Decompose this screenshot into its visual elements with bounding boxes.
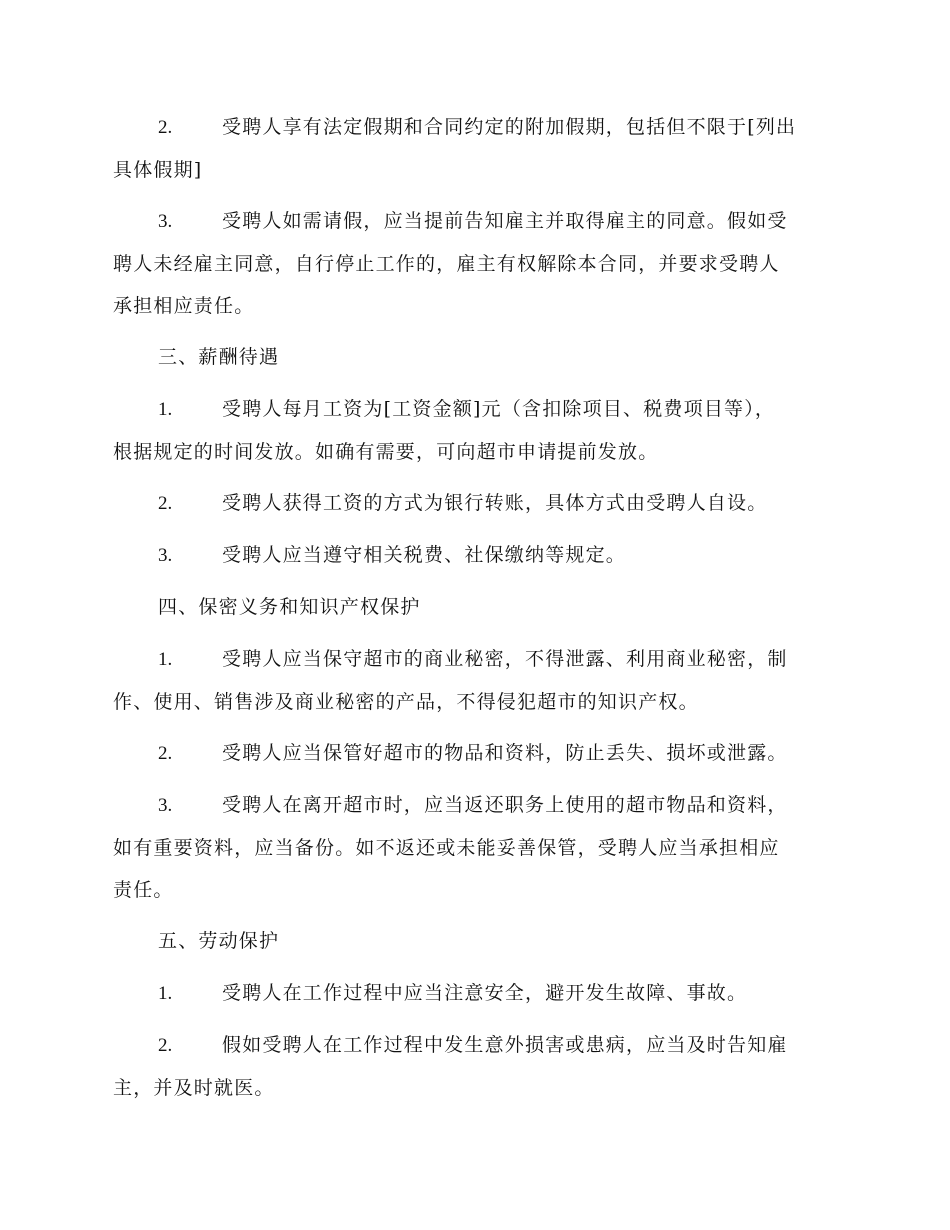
item-number: 2.	[158, 117, 173, 138]
paragraph-first-line	[113, 1034, 788, 1056]
paragraph-leave-3	[113, 200, 833, 327]
paragraph-confidentiality-2	[113, 732, 833, 775]
paragraph-first-line	[113, 544, 626, 566]
paragraph-text: 受聘人应当保管好超市的物品和资料，防止丢失、损坏或泄露。	[222, 742, 788, 764]
section-heading-labor-protection: 五、劳动保护	[158, 930, 280, 952]
paragraph-text: 根据规定的时间发放。如确有需要，可向超市申请提前发放。	[113, 441, 659, 463]
paragraph-labor-1	[113, 972, 833, 1015]
paragraph-salary-3	[113, 534, 833, 577]
section-heading-salary: 三、薪酬待遇	[158, 346, 280, 368]
paragraph-text: 受聘人获得工资的方式为银行转账，具体方式由受聘人自设。	[222, 492, 768, 514]
paragraph-first-line	[113, 492, 767, 514]
paragraph-text: 受聘人每月工资为[工资金额]元（含扣除项目、税费项目等），	[222, 398, 776, 420]
paragraph-text: 受聘人如需请假，应当提前告知雇主并取得雇主的同意。假如受	[222, 210, 788, 232]
paragraph-first-line	[113, 982, 747, 1004]
paragraph-text: 受聘人应当保守超市的商业秘密，不得泄露、利用商业秘密，制	[222, 648, 788, 670]
item-number: 2.	[158, 1035, 173, 1056]
paragraph-labor-2	[113, 1024, 833, 1109]
paragraph-confidentiality-1	[113, 638, 833, 723]
paragraph-first-line	[113, 742, 788, 764]
paragraph-text: 假如受聘人在工作过程中发生意外损害或患病，应当及时告知雇	[222, 1034, 788, 1056]
paragraph-salary-2	[113, 482, 833, 525]
paragraph-salary-1	[113, 388, 833, 473]
paragraph-first-line	[113, 116, 796, 138]
paragraph-first-line	[113, 210, 788, 232]
item-number: 2.	[158, 493, 173, 514]
paragraph-confidentiality-3	[113, 784, 833, 911]
item-number: 3.	[158, 545, 173, 566]
item-number: 1.	[158, 983, 173, 1004]
paragraph-first-line	[113, 648, 788, 670]
paragraph-text: 主，并及时就医。	[113, 1077, 275, 1099]
item-number: 1.	[158, 649, 173, 670]
paragraph-text: 承担相应责任。	[113, 295, 255, 317]
paragraph-text: 作、使用、销售涉及商业秘密的产品，不得侵犯超市的知识产权。	[113, 691, 699, 713]
paragraph-first-line	[113, 794, 788, 816]
section-heading-confidentiality: 四、保密义务和知识产权保护	[158, 596, 421, 618]
paragraph-text: 具体假期]	[113, 159, 203, 181]
paragraph-text: 如有重要资料，应当备份。如不返还或未能妥善保管，受聘人应当承担相应	[113, 837, 780, 859]
paragraph-first-line	[113, 398, 775, 420]
paragraph-text: 受聘人享有法定假期和合同约定的附加假期，包括但不限于[列出	[222, 116, 797, 138]
paragraph-text: 受聘人在工作过程中应当注意安全，避开发生故障、事故。	[222, 982, 748, 1004]
item-number: 1.	[158, 399, 173, 420]
paragraph-text: 受聘人在离开超市时，应当返还职务上使用的超市物品和资料，	[222, 794, 788, 816]
item-number: 2.	[158, 743, 173, 764]
paragraph-leave-2	[113, 106, 833, 191]
paragraph-text: 责任。	[113, 879, 174, 901]
paragraph-text: 聘人未经雇主同意，自行停止工作的，雇主有权解除本合同，并要求受聘人	[113, 253, 780, 275]
item-number: 3.	[158, 211, 173, 232]
item-number: 3.	[158, 795, 173, 816]
paragraph-text: 受聘人应当遵守相关税费、社保缴纳等规定。	[222, 544, 627, 566]
